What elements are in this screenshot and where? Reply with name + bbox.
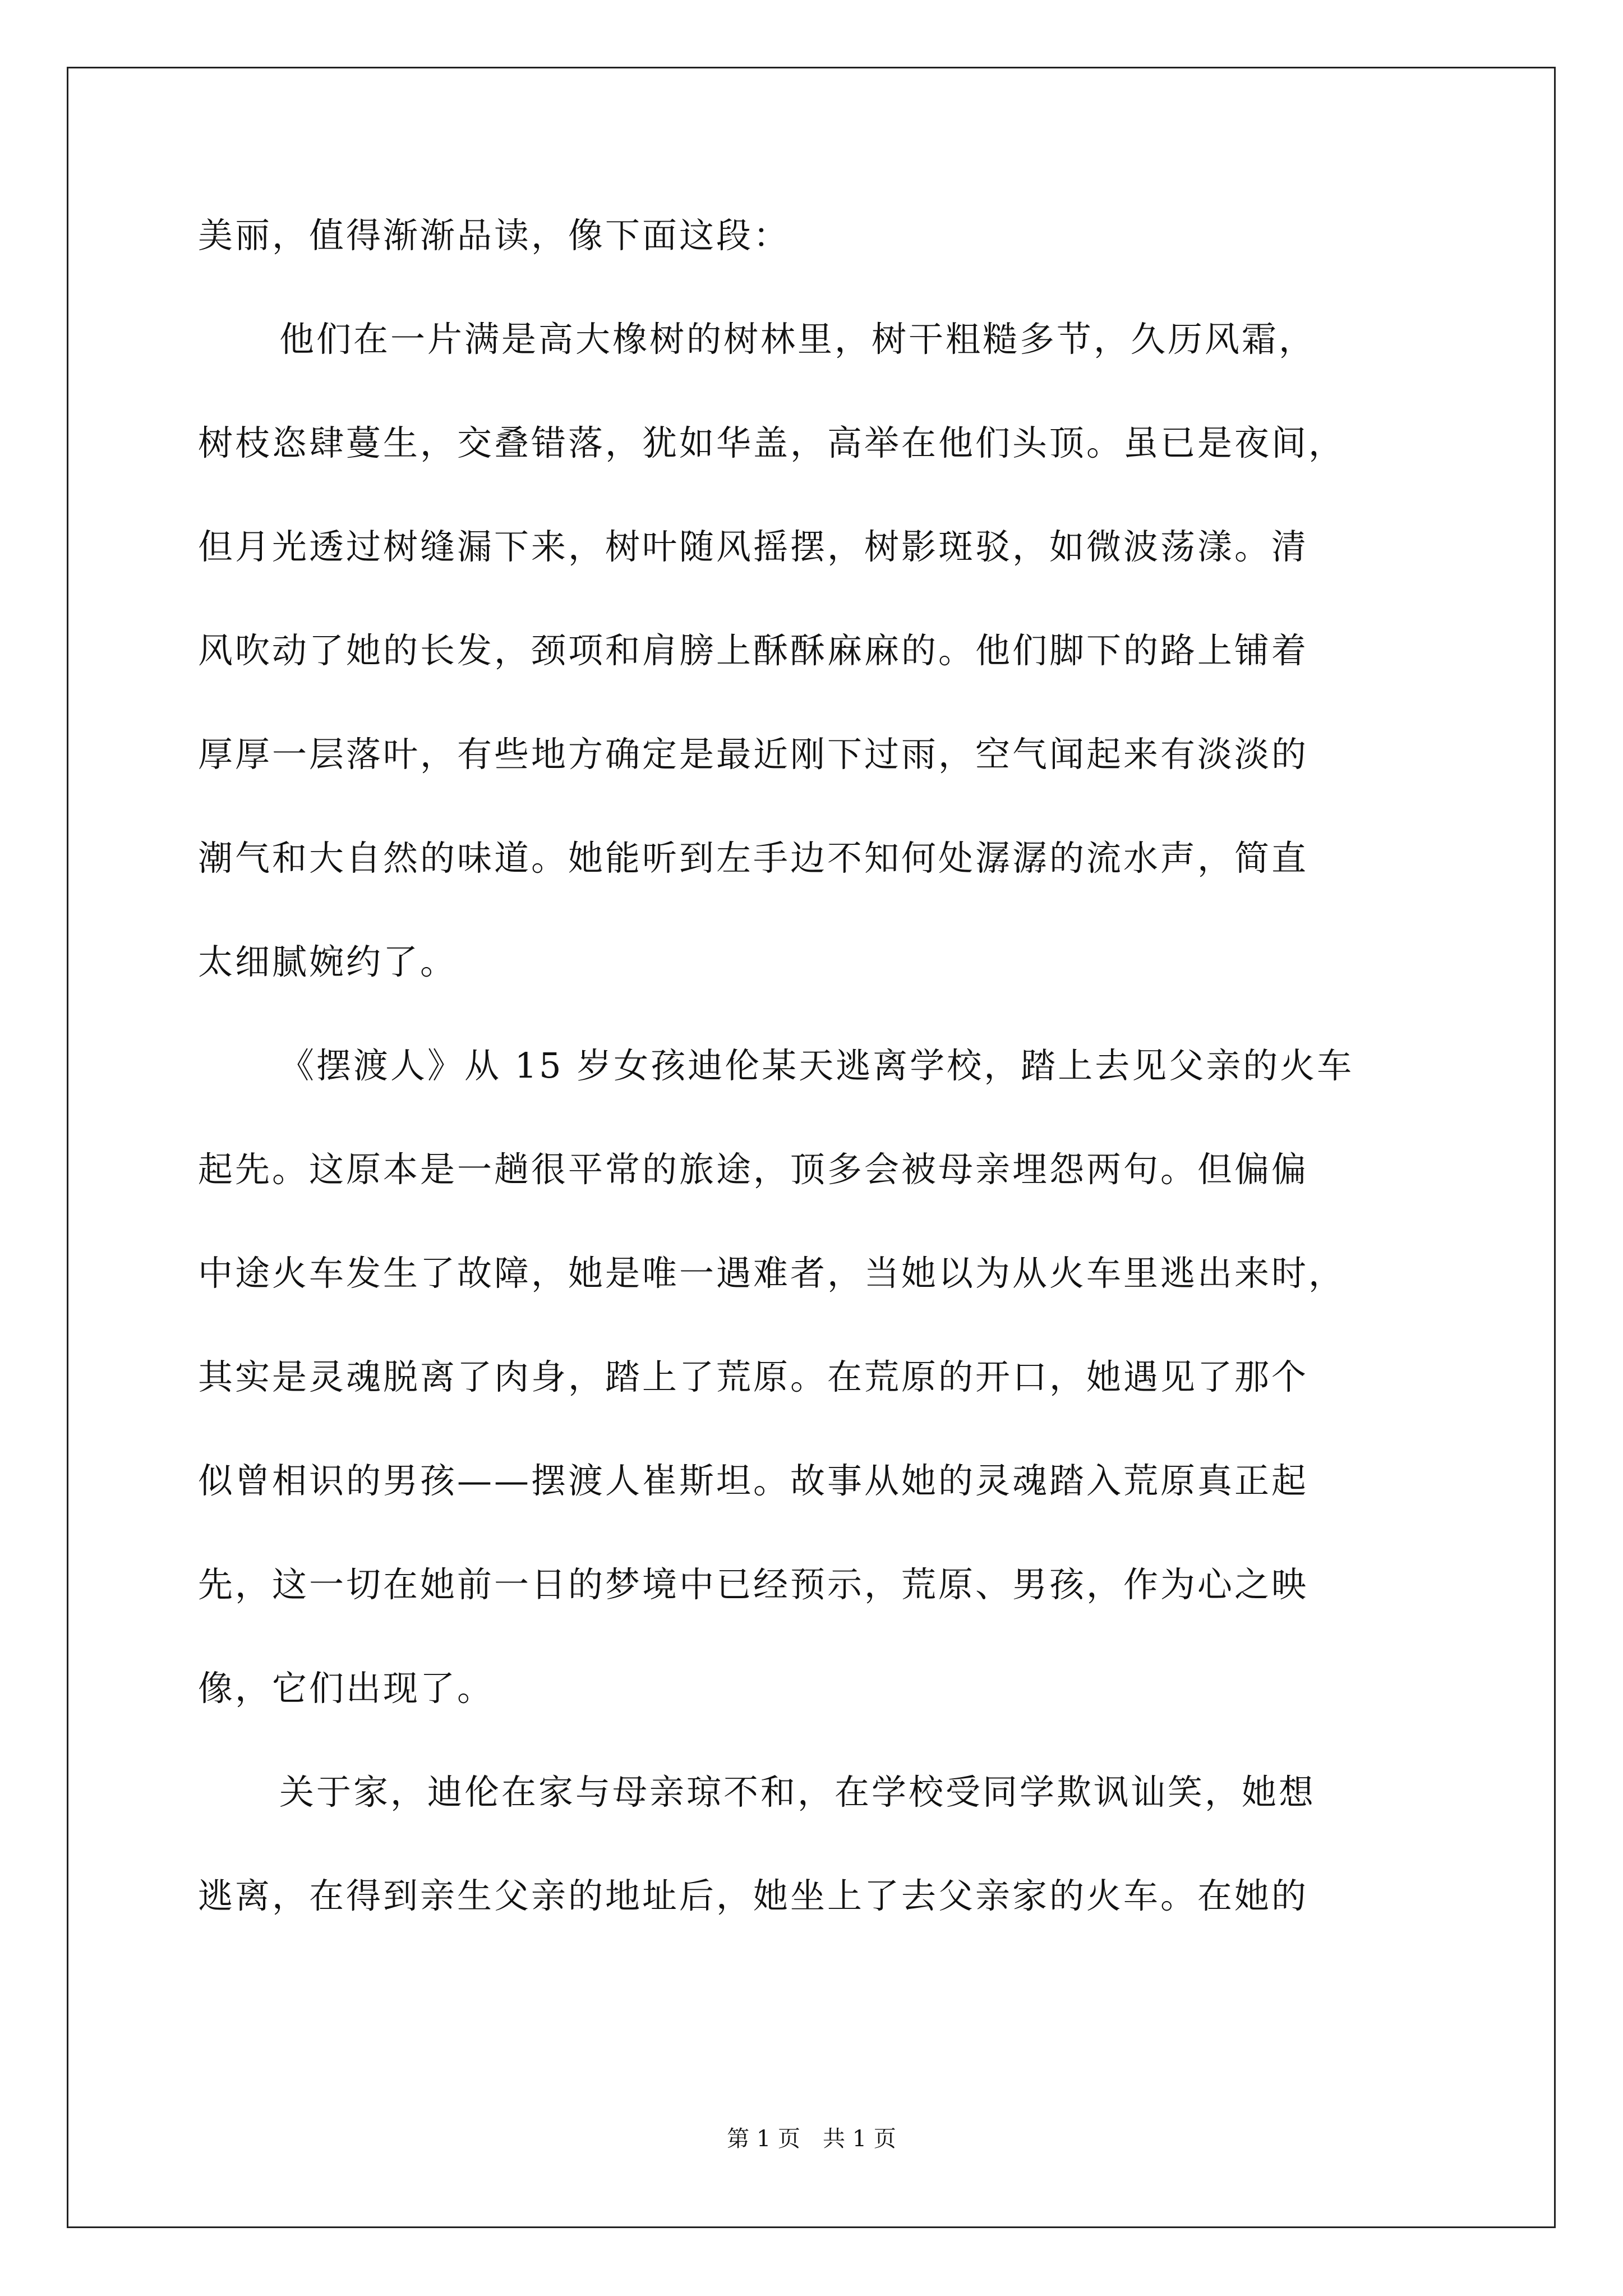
text-line: 像，它们出现了。: [198, 1668, 495, 1709]
text-line: 其实是灵魂脱离了肉身，踏上了荒原。在荒原的开口，她遇见了那个: [198, 1356, 1309, 1397]
text-line: 先，这一切在她前一日的梦境中已经预示，荒原、男孩，作为心之映: [198, 1564, 1309, 1605]
paragraph-start-line: 他们在一片满是高大橡树的树林里，树干粗糙多节，久历风霜，: [279, 319, 1316, 360]
text-line: 风吹动了她的长发，颈项和肩膀上酥酥麻麻的。他们脚下的路上铺着: [198, 630, 1309, 671]
text-line: 起先。这原本是一趟很平常的旅途，顶多会被母亲埋怨两句。但偏偏: [198, 1149, 1309, 1190]
text-line: 厚厚一层落叶，有些地方确定是最近刚下过雨，空气闻起来有淡淡的: [198, 734, 1309, 775]
text-line: 太细腻婉约了。: [198, 941, 458, 982]
page-number-footer: 第 1 页 共 1 页: [727, 2126, 896, 2152]
text-line: 树枝恣肆蔓生，交叠错落，犹如华盖，高举在他们头顶。虽已是夜间，: [198, 422, 1346, 463]
text-line: 似曾相识的男孩——摆渡人崔斯坦。故事从她的灵魂踏入荒原真正起: [198, 1460, 1309, 1501]
text-line: 中途火车发生了故障，她是唯一遇难者，当她以为从火车里逃出来时，: [198, 1253, 1346, 1294]
text-line: 潮气和大自然的味道。她能听到左手边不知何处潺潺的流水声，简直: [198, 838, 1309, 878]
text-line: 但月光透过树缝漏下来，树叶随风摇摆，树影斑驳，如微波荡漾。清: [198, 526, 1309, 567]
paragraph-start-line: 关于家，迪伦在家与母亲琼不和，在学校受同学欺讽讪笑，她想: [279, 1772, 1316, 1812]
paragraph-start-line: 《摆渡人》从 15 岁女孩迪伦某天逃离学校，踏上去见父亲的火车: [279, 1045, 1354, 1086]
text-line: 逃离，在得到亲生父亲的地址后，她坐上了去父亲家的火车。在她的: [198, 1875, 1309, 1916]
text-line: 美丽，值得渐渐品读，像下面这段：: [198, 215, 791, 256]
